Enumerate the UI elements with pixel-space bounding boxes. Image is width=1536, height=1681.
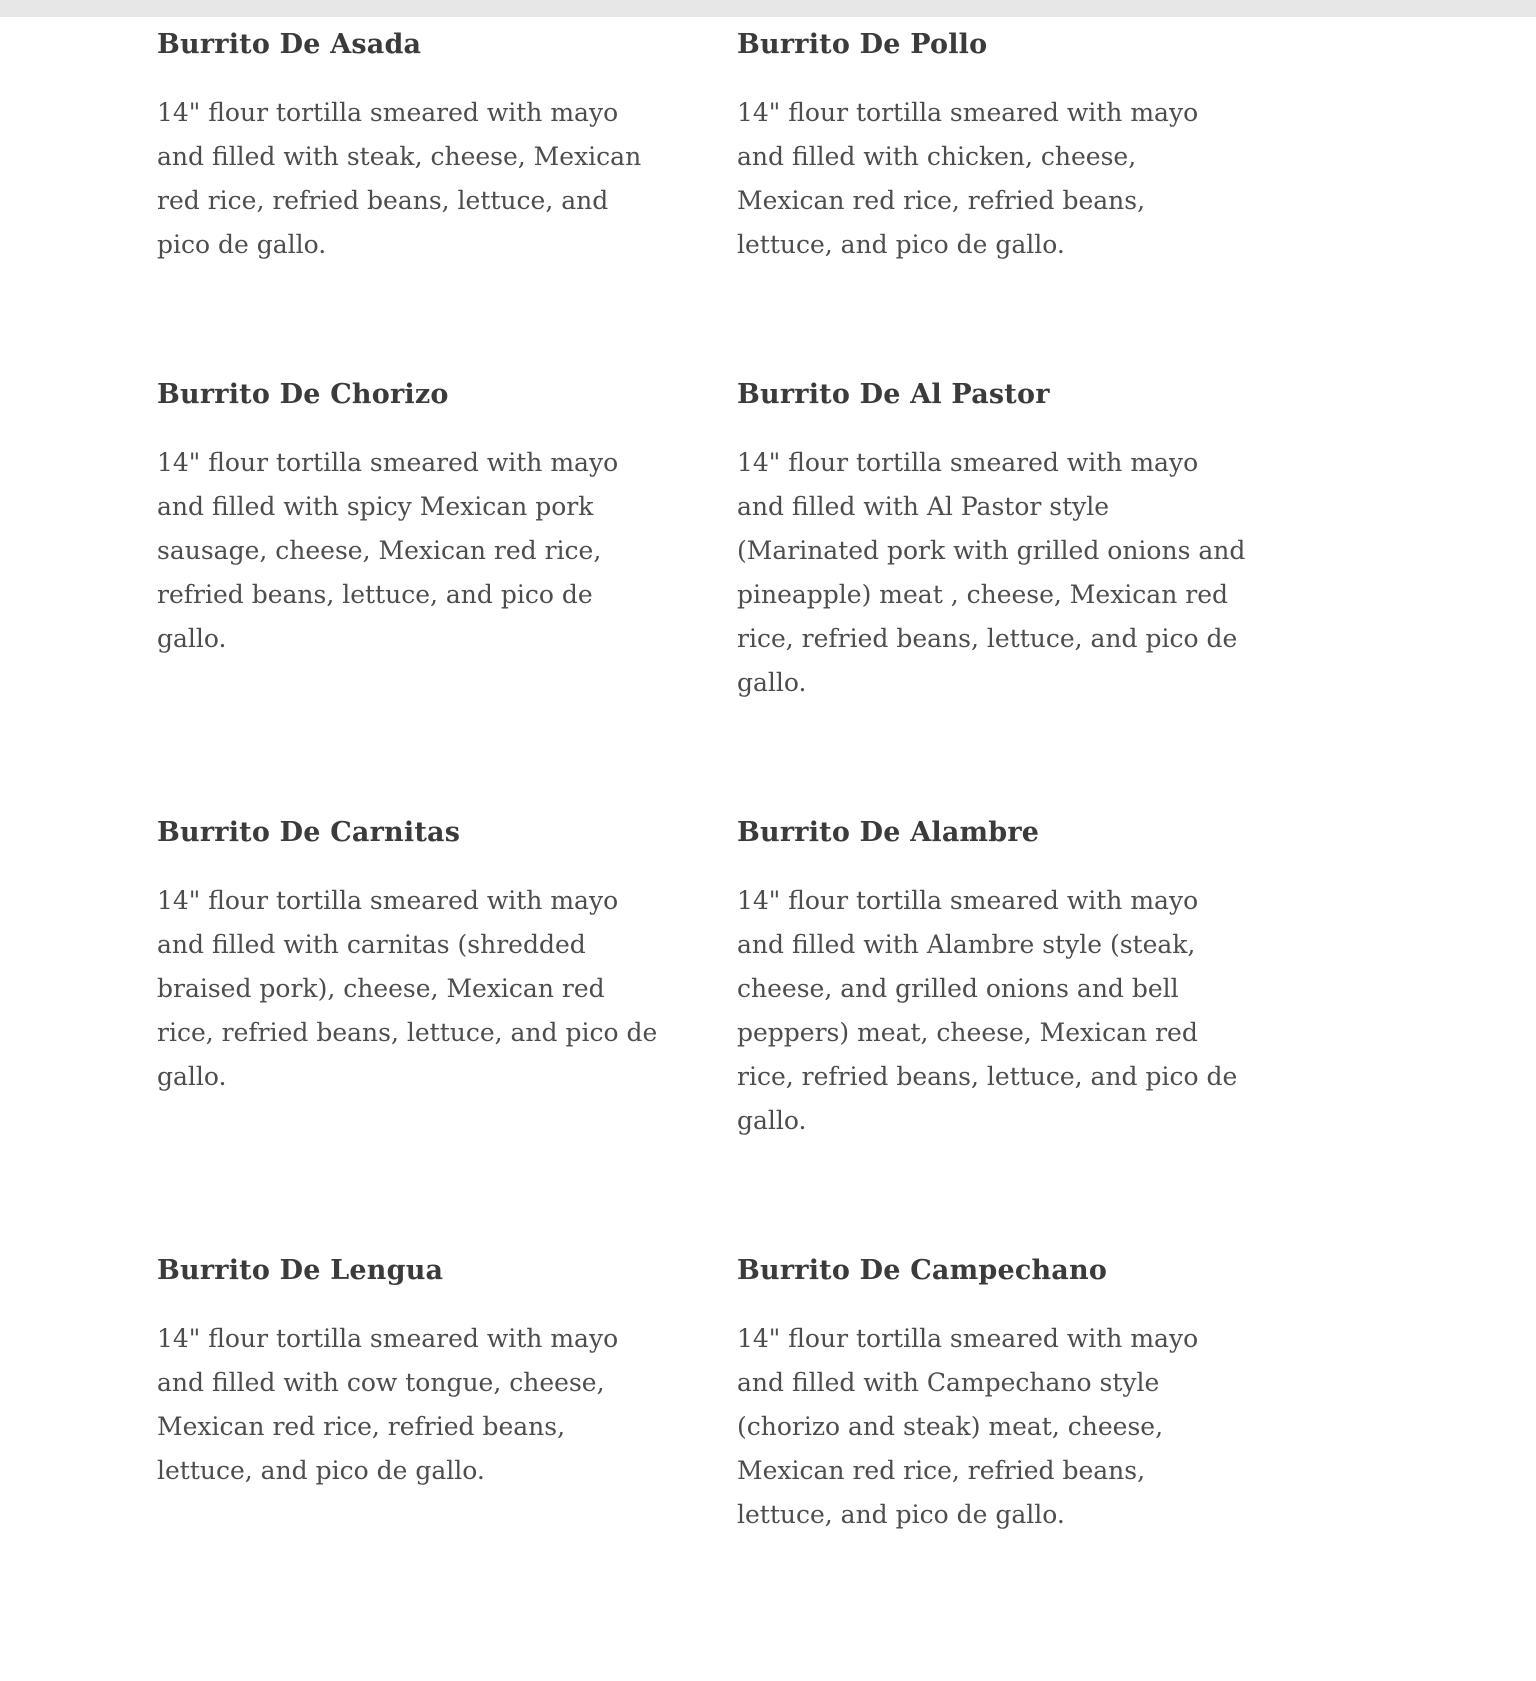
menu-item [157,817,663,1099]
menu-item [157,1255,663,1493]
menu-item-description: 14" flour tortilla smeared with mayo and filled with Alambre style (steak, cheese, and grilled onions and bell peppers) meat, cheese, Mexican red rice, refried beans, lettuce, and pico de gallo. [737,886,1238,1135]
menu-item-title: Burrito De Campechano [737,1255,1108,1286]
menu-item-description: 14" flour tortilla smeared with mayo and filled with steak, cheese, Mexican red rice, refried beans, lettuce, and pico de gallo. [157,98,642,259]
menu-item [157,379,663,661]
menu-item [157,29,663,267]
menu-item [737,29,1247,267]
menu-item-description: 14" flour tortilla smeared with mayo and filled with spicy Mexican pork sausage, cheese, Mexican red rice, refried beans, lettuce, and pico de gallo. [157,448,619,653]
menu-item-description: 14" flour tortilla smeared with mayo and filled with cow tongue, cheese, Mexican red rice, refried beans, lettuce, and pico de gallo. [157,1324,619,1485]
menu-item-title: Burrito De Lengua [157,1255,444,1286]
menu-item-description: 14" flour tortilla smeared with mayo and filled with Campechano style (chorizo and steak) meat, cheese, Mexican red rice, refried beans, lettuce, and pico de gallo. [737,1324,1199,1529]
menu-item-description: 14" flour tortilla smeared with mayo and filled with carnitas (shredded braised pork), cheese, Mexican red rice, refried beans, lettuce, and pico de gallo. [157,886,658,1091]
menu-item-title: Burrito De Chorizo [157,379,449,410]
menu-item-title: Burrito De Carnitas [157,817,461,848]
menu-item-title: Burrito De Asada [157,29,422,60]
menu-item [737,379,1247,705]
menu-item-title: Burrito De Al Pastor [737,379,1050,410]
menu-item [737,1255,1247,1537]
menu-item-title: Burrito De Pollo [737,29,988,60]
menu-item [737,817,1247,1143]
page-top-divider [0,0,1536,17]
menu-item-description: 14" flour tortilla smeared with mayo and filled with chicken, cheese, Mexican red rice, refried beans, lettuce, and pico de gallo. [737,98,1199,259]
menu-grid [157,29,1247,1537]
menu-item-title: Burrito De Alambre [737,817,1040,848]
menu-section [0,17,1247,1537]
menu-item-description: 14" flour tortilla smeared with mayo and filled with Al Pastor style (Marinated pork with grilled onions and pineapple) meat , cheese, Mexican red rice, refried beans, lettuce, and pico de gallo. [737,448,1246,697]
